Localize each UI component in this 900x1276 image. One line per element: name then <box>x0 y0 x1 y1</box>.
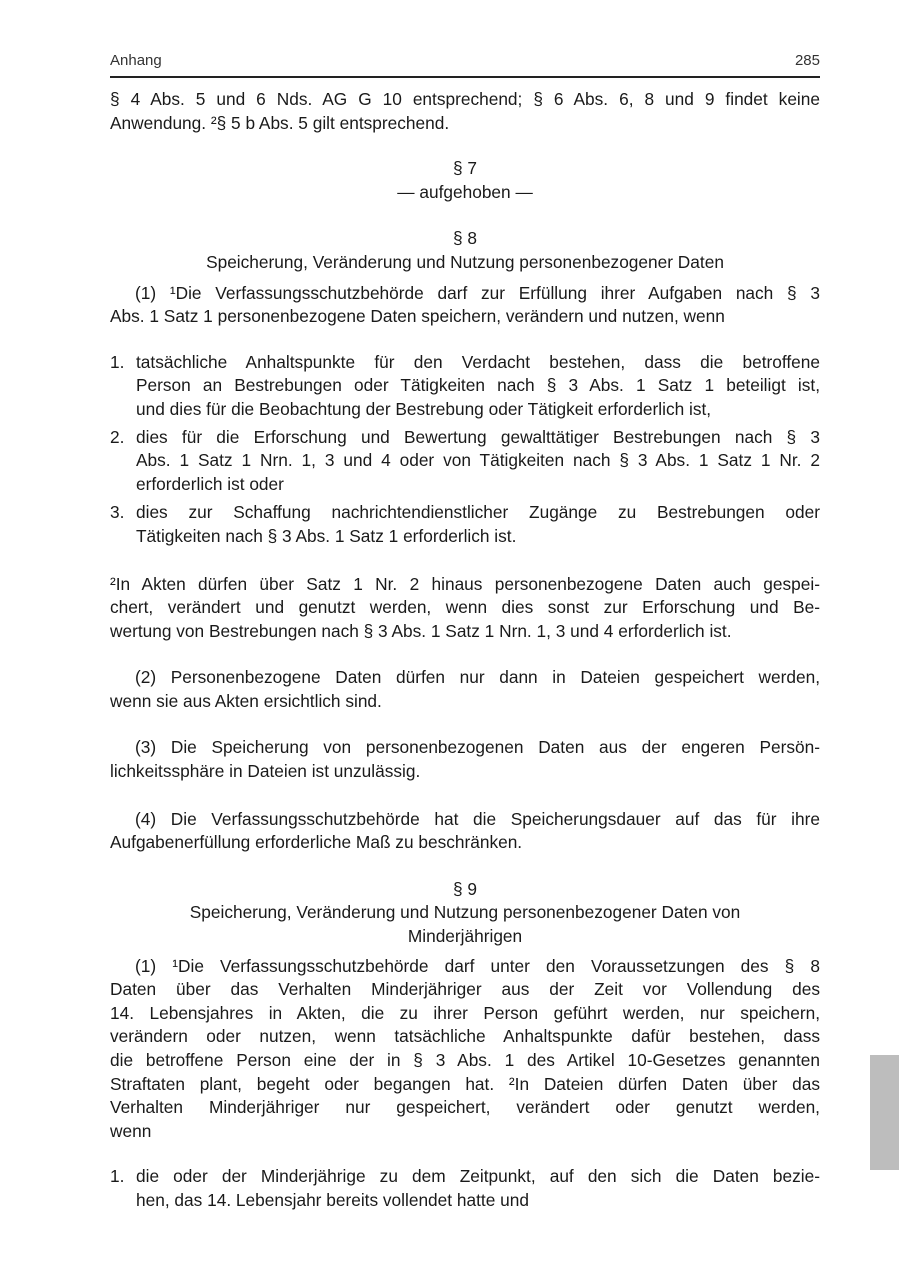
list-item <box>110 351 820 422</box>
header-rule <box>110 76 820 78</box>
paragraph <box>110 808 820 855</box>
text-line: Abs. 1 Satz 1 Nrn. 1, 3 und 4 oder von Tätigkeiten nach § 3 Abs. 1 Satz 1 Nr. 2 <box>136 450 820 471</box>
text-line: Aufgabenerfüllung erforderliche Maß zu beschränken. <box>110 832 523 853</box>
text-line: tatsächliche Anhaltspunkte für den Verdacht bestehen, dass die betroffene <box>136 351 820 372</box>
text-line: wertung von Bestrebungen nach § 3 Abs. 1 Satz 1 Nrn. 1, 3 und 4 erforderlich ist. <box>110 620 732 641</box>
text-line: (1) ¹Die Verfassungsschutzbehörde darf zur Erfüllung ihrer Aufgaben nach § 3 <box>135 282 820 303</box>
list-number: 1. <box>110 351 125 372</box>
text-line: und dies für die Beobachtung der Bestrebung oder Tätigkeit erforderlich ist, <box>136 398 712 419</box>
section-heading <box>110 227 820 274</box>
text-line: Anwendung. ²§ 5 b Abs. 5 gilt entsprechend. <box>110 112 450 133</box>
text-line: (2) Personenbezogene Daten dürfen nur dann in Dateien gespeichert werden, <box>135 667 820 688</box>
text-line: § 8 <box>452 228 478 249</box>
text-line: erforderlich ist oder <box>136 473 284 494</box>
text-line: ²In Akten dürfen über Satz 1 Nr. 2 hinaus personenbezogene Daten auch gespei- <box>110 573 820 594</box>
page-number: 285 <box>794 52 820 69</box>
paragraph <box>110 88 820 135</box>
paragraph <box>110 666 820 713</box>
text-line: wenn <box>110 1120 152 1141</box>
text-line: dies zur Schaffung nachrichtendienstlicher Zugänge zu Bestrebungen oder <box>136 502 820 523</box>
list-item <box>110 1165 820 1212</box>
list-number: 3. <box>110 502 125 523</box>
text-line: § 7 <box>452 158 478 179</box>
text-line: — aufgehoben — <box>397 181 533 202</box>
text-line: (4) Die Verfassungsschutzbehörde hat die Speicherungsdauer auf das für ihre <box>135 808 820 829</box>
text-line: die betroffene Person eine der in § 3 Abs. 1 des Artikel 10-Gesetzes genannten <box>110 1050 820 1070</box>
text-line: hen, das 14. Lebensjahr bereits vollendet hatte und <box>136 1189 529 1210</box>
thumb-index-tab <box>870 1055 899 1170</box>
text-line: Minderjährigen <box>407 926 523 947</box>
section-heading <box>110 878 820 949</box>
text-line: Person an Bestrebungen oder Tätigkeiten nach § 3 Abs. 1 Satz 1 beteiligt ist, <box>136 375 820 396</box>
text-line: chert, verändert und genutzt werden, wenn dies sonst zur Erforschung und Be- <box>110 597 820 618</box>
paragraph <box>110 736 820 783</box>
paragraph <box>110 282 820 329</box>
list-item <box>110 426 820 497</box>
running-header <box>110 52 820 74</box>
text-line: lichkeitssphäre in Dateien ist unzulässig. <box>110 761 421 782</box>
text-line: (3) Die Speicherung von personenbezogenen Daten aus der engeren Persön- <box>135 737 820 758</box>
text-line: wenn sie aus Akten ersichtlich sind. <box>110 690 382 711</box>
text-line: Speicherung, Veränderung und Nutzung personenbezogener Daten von <box>189 902 741 923</box>
text-line: Tätigkeiten nach § 3 Abs. 1 Satz 1 erforderlich ist. <box>136 525 517 546</box>
text-line: die oder der Minderjährige zu dem Zeitpunkt, auf den sich die Daten bezie- <box>136 1166 820 1187</box>
paragraph <box>110 955 820 1144</box>
page-body <box>110 88 820 1213</box>
text-line: Daten über das Verhalten Minderjähriger aus der Zeit vor Vollendung des <box>110 979 820 1000</box>
text-line: Abs. 1 Satz 1 personenbezogene Daten speichern, verändern und nutzen, wenn <box>110 306 725 327</box>
text-line: (1) ¹Die Verfassungsschutzbehörde darf unter den Voraussetzungen des § 8 <box>135 955 820 976</box>
section-heading <box>110 157 820 204</box>
text-line: § 4 Abs. 5 und 6 Nds. AG G 10 entsprechend; § 6 Abs. 6, 8 und 9 findet keine <box>110 89 820 109</box>
list-number: 1. <box>110 1166 125 1187</box>
list-number: 2. <box>110 426 125 447</box>
text-line: Speicherung, Veränderung und Nutzung personenbezogener Daten <box>206 251 724 272</box>
text-line: Verhalten Minderjähriger nur gespeichert, verändert oder genutzt werden, <box>110 1097 820 1118</box>
text-line: verändern oder nutzen, wenn tatsächliche Anhaltspunkte dafür bestehen, dass <box>110 1026 820 1047</box>
text-line: 14. Lebensjahres in Akten, die zu ihrer Person geführt werden, nur speichern, <box>110 1002 820 1023</box>
paragraph <box>110 573 820 644</box>
text-line: dies für die Erforschung und Bewertung gewalttätiger Bestrebungen nach § 3 <box>136 426 820 447</box>
text-line: § 9 <box>452 878 478 899</box>
list-item <box>110 501 820 548</box>
header-section: Anhang <box>110 52 162 69</box>
text-line: Straftaten plant, begeht oder begangen hat. ²In Dateien dürfen Daten über das <box>110 1073 820 1094</box>
